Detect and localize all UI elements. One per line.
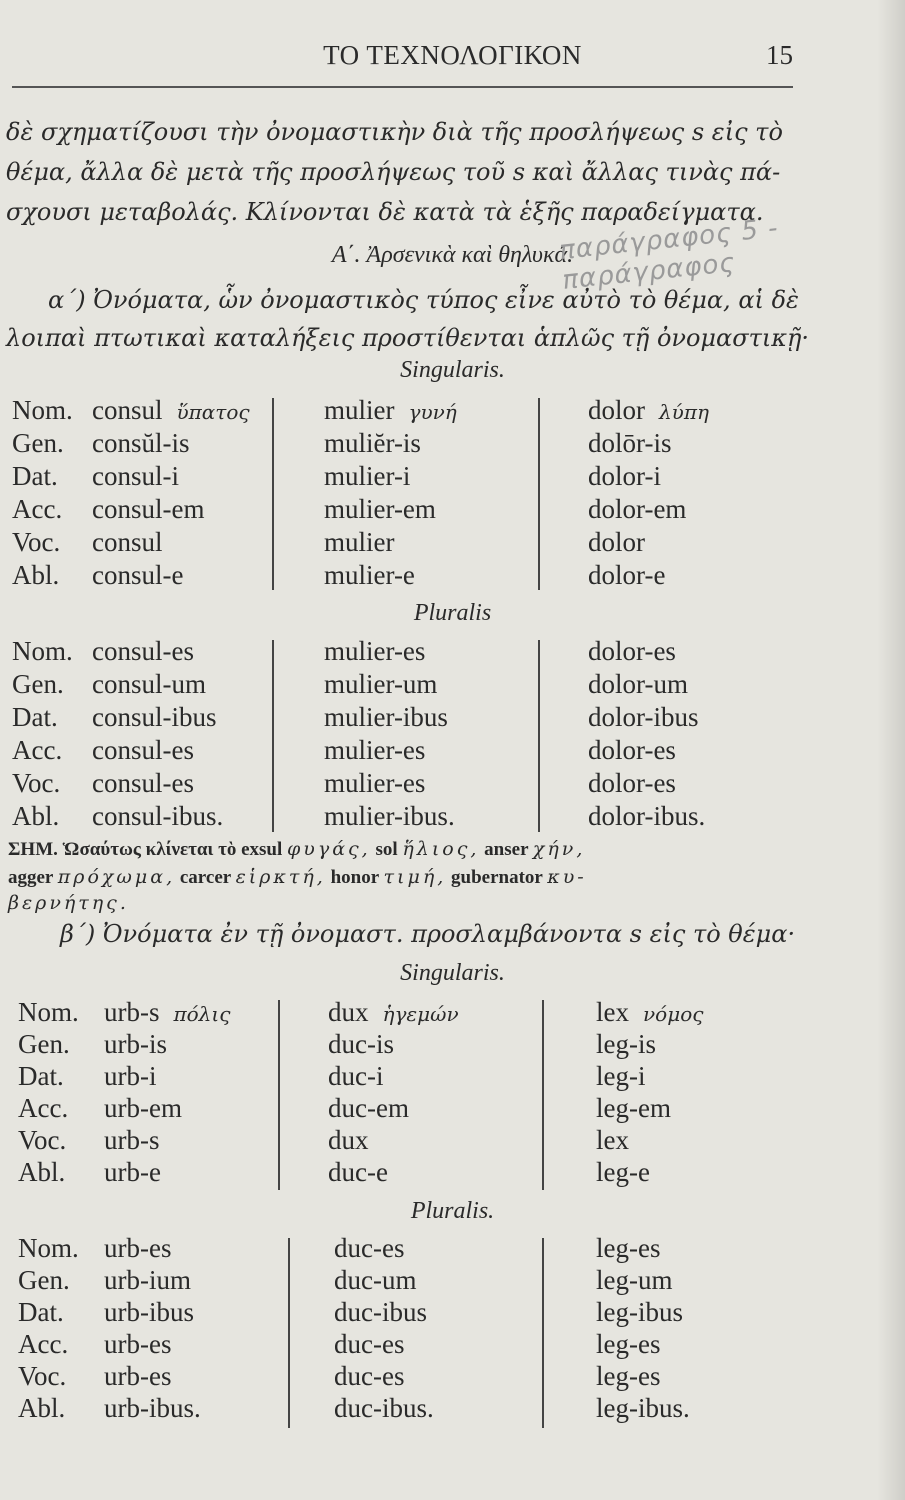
- declension-cell-col3-form: lex: [596, 997, 629, 1027]
- declension-cell-col1-form: urb-es: [104, 1361, 172, 1391]
- declension-cell-col2-form: duc-is: [328, 1029, 394, 1059]
- note-greek: εἱρκτή,: [235, 866, 326, 888]
- note-text: ΣΗΜ. Ὡσαύτως κλίνεται τὸ exsul: [8, 839, 283, 860]
- declension-cell-col3-form: dolor: [588, 395, 645, 425]
- declension-cell-col2: [324, 428, 421, 459]
- case-label-form: Dat.: [12, 702, 58, 732]
- case-label-form: Dat.: [18, 1297, 64, 1327]
- declension-cell-col2: [334, 1233, 404, 1264]
- note-greek: πρόχωμα,: [57, 866, 176, 888]
- declension-cell-col1-form: urb-i: [104, 1061, 157, 1091]
- case-label: [18, 1157, 65, 1188]
- declension-cell-col1-form: consul-ibus.: [92, 801, 224, 831]
- declension-cell-col2: [334, 1393, 434, 1424]
- declension-cell-col2-form: mulier-es: [324, 768, 426, 798]
- declension-cell-col2: [328, 1029, 394, 1060]
- declension-cell-col3: [596, 1125, 629, 1156]
- declension-cell-col3: [596, 1061, 645, 1092]
- declension-cell-col1: [92, 395, 250, 426]
- declension-cell-col1-form: urb-es: [104, 1329, 172, 1359]
- case-label-form: Dat.: [12, 461, 58, 491]
- table2-divider-3: [288, 1238, 290, 1428]
- case-label-form: Dat.: [18, 1061, 64, 1091]
- case-label: [18, 1125, 66, 1156]
- declension-cell-col2-form: mulier-em: [324, 494, 436, 524]
- case-label-form: Abl.: [18, 1393, 66, 1423]
- case-label: [12, 494, 62, 525]
- declension-cell-col2-form: dux: [328, 997, 369, 1027]
- declension-cell-col2-form: mulier-i: [324, 461, 411, 491]
- case-label-form: Abl.: [18, 1157, 66, 1187]
- declension-cell-col2: [328, 1093, 409, 1124]
- declension-cell-col3: [596, 1361, 660, 1392]
- case-label: [12, 560, 59, 591]
- declension-cell-col3: [588, 801, 705, 832]
- declension-cell-col2: [334, 1265, 416, 1296]
- declension-cell-col1-form: consul-em: [92, 494, 205, 524]
- declension-cell-col3: [596, 1393, 690, 1424]
- case-label: [12, 428, 64, 459]
- declension-cell-col3: [596, 997, 703, 1028]
- case-label: [12, 801, 59, 832]
- declension-cell-col3: [588, 494, 686, 525]
- declension-cell-col1-form: consul-ibus: [92, 702, 217, 732]
- declension-cell-col1-form: urb-ium: [104, 1265, 191, 1295]
- case-label-form: Voc.: [18, 1361, 67, 1391]
- declension-cell-col1: [92, 527, 163, 558]
- case-label: [18, 1393, 65, 1424]
- declension-cell-col2-form: duc-ibus.: [334, 1393, 434, 1423]
- case-label: [18, 1061, 64, 1092]
- case-label: [12, 461, 58, 492]
- declension-cell-col3-form: dolor-es: [588, 735, 676, 765]
- declension-cell-col1: [104, 1265, 191, 1296]
- table1-divider-2: [538, 398, 540, 590]
- declension-cell-col2-form: duc-es: [334, 1361, 405, 1391]
- declension-cell-col2: [328, 1157, 388, 1188]
- declension-cell-col3-form: leg-em: [596, 1093, 671, 1123]
- declension-cell-col3: [596, 1265, 672, 1296]
- declension-cell-col1-form: urb-s: [104, 1125, 160, 1155]
- declension-cell-col1-form: consul-es: [92, 636, 194, 666]
- declension-cell-col2: [334, 1329, 404, 1360]
- declension-cell-col2-form: duc-es: [334, 1233, 405, 1263]
- declension-cell-col3: [588, 735, 676, 766]
- declension-cell-col1: [92, 461, 179, 492]
- declension-cell-col2-gloss: γυνή: [408, 400, 457, 424]
- declension-cell-col1: [104, 1329, 171, 1360]
- declension-cell-col3-form: dolor-ibus: [588, 702, 699, 732]
- case-label-form: Abl.: [12, 560, 60, 590]
- declension-cell-col1-form: urb-ibus: [104, 1297, 194, 1327]
- page-number: 15: [766, 40, 793, 70]
- case-label: [12, 636, 73, 667]
- declension-cell-col1: [92, 494, 204, 525]
- note-line-3: [8, 892, 129, 915]
- declension-cell-col1: [92, 801, 223, 832]
- declension-cell-col2-form: mulier-ibus.: [324, 801, 455, 831]
- declension-cell-col2: [328, 1061, 383, 1092]
- case-label: [12, 395, 73, 426]
- declension-cell-col1: [104, 1361, 171, 1392]
- case-label-form: Acc.: [18, 1329, 69, 1359]
- declension-cell-col2-form: duc-i: [328, 1061, 384, 1091]
- case-label-form: Voc.: [12, 768, 61, 798]
- declension-cell-col3: [588, 768, 676, 799]
- declension-cell-col3: [588, 702, 698, 733]
- declension-cell-col2-form: muliĕr-is: [324, 428, 421, 458]
- note-line-2: [8, 866, 587, 889]
- declension-cell-col1-form: consul-e: [92, 560, 184, 590]
- case-label-form: Gen.: [18, 1265, 70, 1295]
- declension-cell-col2: [324, 395, 457, 426]
- case-label: [12, 735, 62, 766]
- declension-cell-col2: [324, 669, 437, 700]
- declension-cell-col1: [104, 1093, 182, 1124]
- declension-cell-col3: [588, 395, 709, 426]
- declension-cell-col1: [104, 1233, 171, 1264]
- declension-cell-col2-form: duc-em: [328, 1093, 409, 1123]
- case-label: [18, 1361, 66, 1392]
- declension-cell-col2-form: duc-e: [328, 1157, 388, 1187]
- declension-cell-col3-form: leg-es: [596, 1233, 661, 1263]
- page-title: ΤΟ ΤΕΧΝΟΛΟΓΙΚΟΝ: [323, 40, 582, 70]
- declension-cell-col1-form: consul-es: [92, 735, 194, 765]
- declension-cell-col3-form: dolor-i: [588, 461, 661, 491]
- declension-cell-col1: [92, 428, 190, 459]
- declension-cell-col2-form: duc-es: [334, 1329, 405, 1359]
- declension-cell-col1-form: urb-s: [104, 997, 160, 1027]
- declension-cell-col2: [324, 494, 436, 525]
- table1-plural-label: Pluralis: [413, 600, 492, 626]
- note-greek: τιμή,: [383, 866, 447, 888]
- case-label: [18, 1265, 70, 1296]
- declension-cell-col1-form: urb-es: [104, 1233, 172, 1263]
- declension-cell-col3-form: leg-ibus: [596, 1297, 683, 1327]
- case-label-form: Acc.: [12, 494, 63, 524]
- declension-cell-col3-form: dolor-es: [588, 636, 676, 666]
- declension-cell-col3: [596, 1233, 660, 1264]
- declension-cell-col3: [588, 527, 645, 558]
- table2-plural-label: Pluralis.: [410, 1198, 495, 1224]
- declension-cell-col3-form: leg-i: [596, 1061, 646, 1091]
- case-label-form: Nom.: [12, 636, 73, 666]
- declension-cell-col1: [104, 1125, 160, 1156]
- declension-cell-col1: [92, 735, 194, 766]
- header-rule: [12, 86, 793, 88]
- declension-cell-col3-form: leg-e: [596, 1157, 650, 1187]
- case-label: [18, 997, 79, 1028]
- declension-cell-col1: [104, 997, 230, 1028]
- declension-cell-col1: [92, 702, 217, 733]
- table1-divider-4: [538, 640, 540, 832]
- note-greek: βερνήτης.: [8, 892, 129, 914]
- declension-cell-col2-form: mulier-ibus: [324, 702, 448, 732]
- section-heading: Α΄. Ἀρσενικὰ καὶ θηλυκά.: [331, 242, 574, 268]
- rule-a-line-1: α΄) Ὀνόματα, ὧν ὀνομαστικὸς τύπος εἶνε αὐτὸ τὸ θέμα, αἱ δὲ: [48, 286, 799, 314]
- declension-cell-col2: [324, 527, 394, 558]
- case-label-form: Nom.: [12, 395, 73, 425]
- declension-cell-col2-form: mulier: [324, 395, 395, 425]
- declension-cell-col3-form: dolor-es: [588, 768, 676, 798]
- declension-cell-col3: [588, 636, 676, 667]
- declension-cell-col3-form: leg-um: [596, 1265, 673, 1295]
- declension-cell-col3: [588, 669, 688, 700]
- running-header: [0, 40, 905, 84]
- declension-cell-col2: [324, 461, 410, 492]
- note-text: sol: [375, 839, 398, 860]
- declension-cell-col3-form: lex: [596, 1125, 629, 1155]
- declension-cell-col2: [334, 1297, 427, 1328]
- case-label: [12, 669, 64, 700]
- declension-cell-col3-form: leg-es: [596, 1329, 661, 1359]
- table2-divider-4: [542, 1238, 544, 1428]
- declension-cell-col1-form: consul: [92, 527, 163, 557]
- declension-cell-col1: [104, 1157, 161, 1188]
- declension-cell-col1-form: consŭl-is: [92, 428, 190, 458]
- declension-cell-col3-form: dolor-em: [588, 494, 687, 524]
- note-greek: κυ-: [547, 866, 587, 888]
- case-label: [12, 702, 58, 733]
- declension-cell-col3: [588, 428, 671, 459]
- case-label-form: Gen.: [12, 669, 64, 699]
- declension-cell-col2: [324, 636, 425, 667]
- case-label: [18, 1233, 79, 1264]
- declension-cell-col3: [596, 1157, 650, 1188]
- declension-cell-col3: [596, 1093, 671, 1124]
- declension-cell-col3: [596, 1029, 656, 1060]
- table2-divider-2: [542, 1000, 544, 1190]
- declension-cell-col1-form: consul: [92, 395, 163, 425]
- declension-cell-col1: [92, 636, 194, 667]
- table2-singular-label: Singularis.: [400, 960, 505, 986]
- declension-cell-col1: [104, 1061, 156, 1092]
- note-line-1: [8, 838, 585, 861]
- intro-line-1: δὲ σχηματίζουσι τὴν ὀνομαστικὴν διὰ τῆς προσλήψεως s εἰς τὸ: [6, 118, 783, 146]
- case-label-form: Voc.: [18, 1125, 67, 1155]
- declension-cell-col1-form: urb-ibus.: [104, 1393, 201, 1423]
- declension-cell-col2: [324, 768, 425, 799]
- declension-cell-col2: [324, 560, 415, 591]
- declension-cell-col1-form: consul-es: [92, 768, 194, 798]
- rule-b-line: β΄) Ὀνόματα ἐν τῇ ὀνομαστ. προσλαμβάνοντα s εἰς τὸ θέμα·: [60, 920, 796, 948]
- case-label: [18, 1093, 68, 1124]
- declension-cell-col1: [104, 1029, 167, 1060]
- declension-cell-col1: [92, 768, 194, 799]
- case-label: [18, 1029, 70, 1060]
- case-label: [18, 1297, 64, 1328]
- declension-cell-col2-form: mulier: [324, 527, 395, 557]
- note-greek: φυγάς,: [287, 838, 371, 860]
- declension-cell-col1-form: urb-is: [104, 1029, 167, 1059]
- table1-divider-1: [272, 398, 274, 590]
- declension-cell-col3-form: dolor-ibus.: [588, 801, 706, 831]
- intro-line-3: σχουσι μεταβολάς. Κλίνονται δὲ κατὰ τὰ ἑξῆς παραδείγματα.: [6, 198, 764, 226]
- case-label-form: Nom.: [18, 1233, 79, 1263]
- declension-cell-col3: [596, 1329, 660, 1360]
- case-label-form: Nom.: [18, 997, 79, 1027]
- case-label-form: Gen.: [18, 1029, 70, 1059]
- case-label-form: Voc.: [12, 527, 61, 557]
- declension-cell-col3-form: leg-is: [596, 1029, 656, 1059]
- declension-cell-col2-form: duc-um: [334, 1265, 417, 1295]
- declension-cell-col1: [92, 669, 206, 700]
- declension-cell-col1-gloss: ὕπατος: [176, 400, 250, 424]
- declension-cell-col2: [324, 702, 448, 733]
- rule-a-line-2: λοιπαὶ πτωτικαὶ καταλήξεις προστίθενται ἁπλῶς τῇ ὀνομαστικῇ·: [6, 324, 810, 352]
- note-greek: ἥλιος,: [402, 838, 480, 860]
- declension-cell-col1: [104, 1297, 194, 1328]
- table1-singular-label: Singularis.: [400, 357, 505, 383]
- table1-divider-3: [272, 640, 274, 832]
- note-text: carcer: [179, 867, 231, 888]
- declension-cell-col3-form: dolor-e: [588, 560, 666, 590]
- declension-cell-col2-form: mulier-es: [324, 735, 426, 765]
- handwritten-annotation: παράγραφος 5 - παράγραφος: [557, 213, 780, 296]
- note-text: gubernator: [451, 867, 543, 888]
- note-text: honor: [330, 867, 379, 888]
- declension-cell-col1: [92, 560, 183, 591]
- declension-cell-col1-form: urb-em: [104, 1093, 182, 1123]
- declension-cell-col2-form: mulier-e: [324, 560, 415, 590]
- declension-cell-col2-form: duc-ibus: [334, 1297, 427, 1327]
- case-label: [18, 1329, 68, 1360]
- declension-cell-col3-gloss: λύπη: [659, 400, 709, 424]
- declension-cell-col2: [324, 735, 425, 766]
- case-label-form: Gen.: [12, 428, 64, 458]
- declension-cell-col1-form: consul-um: [92, 669, 206, 699]
- declension-cell-col3-form: dolōr-is: [588, 428, 672, 458]
- declension-cell-col2-form: mulier-um: [324, 669, 438, 699]
- declension-cell-col3-form: leg-ibus.: [596, 1393, 690, 1423]
- declension-cell-col3-form: dolor: [588, 527, 645, 557]
- case-label-form: Acc.: [18, 1093, 69, 1123]
- note-greek: χήν,: [532, 838, 586, 860]
- declension-cell-col3: [588, 560, 665, 591]
- case-label-form: Acc.: [12, 735, 63, 765]
- declension-cell-col2: [328, 1125, 369, 1156]
- declension-cell-col2-form: dux: [328, 1125, 369, 1155]
- declension-cell-col1-gloss: πόλις: [173, 1002, 231, 1026]
- intro-line-2: θέμα, ἄλλα δὲ μετὰ τῆς προσλήψεως τοῦ s καὶ ἄλλας τινὰς πά-: [6, 158, 781, 186]
- table2-divider-1: [278, 1000, 280, 1190]
- declension-cell-col2: [334, 1361, 404, 1392]
- declension-cell-col3: [588, 461, 661, 492]
- note-text: agger: [8, 867, 54, 888]
- case-label: [12, 768, 60, 799]
- declension-cell-col1-form: consul-i: [92, 461, 179, 491]
- note-text: anser: [484, 839, 529, 860]
- declension-cell-col3-form: dolor-um: [588, 669, 688, 699]
- case-label: [12, 527, 60, 558]
- declension-cell-col3-gloss: νόμος: [643, 1002, 704, 1026]
- declension-cell-col3-form: leg-es: [596, 1361, 661, 1391]
- declension-cell-col1-form: urb-e: [104, 1157, 161, 1187]
- declension-cell-col2: [324, 801, 455, 832]
- declension-cell-col2-gloss: ἡγεμών: [382, 1002, 459, 1026]
- declension-cell-col2-form: mulier-es: [324, 636, 426, 666]
- case-label-form: Abl.: [12, 801, 60, 831]
- declension-cell-col2: [328, 997, 459, 1028]
- declension-cell-col3: [596, 1297, 683, 1328]
- declension-cell-col1: [104, 1393, 201, 1424]
